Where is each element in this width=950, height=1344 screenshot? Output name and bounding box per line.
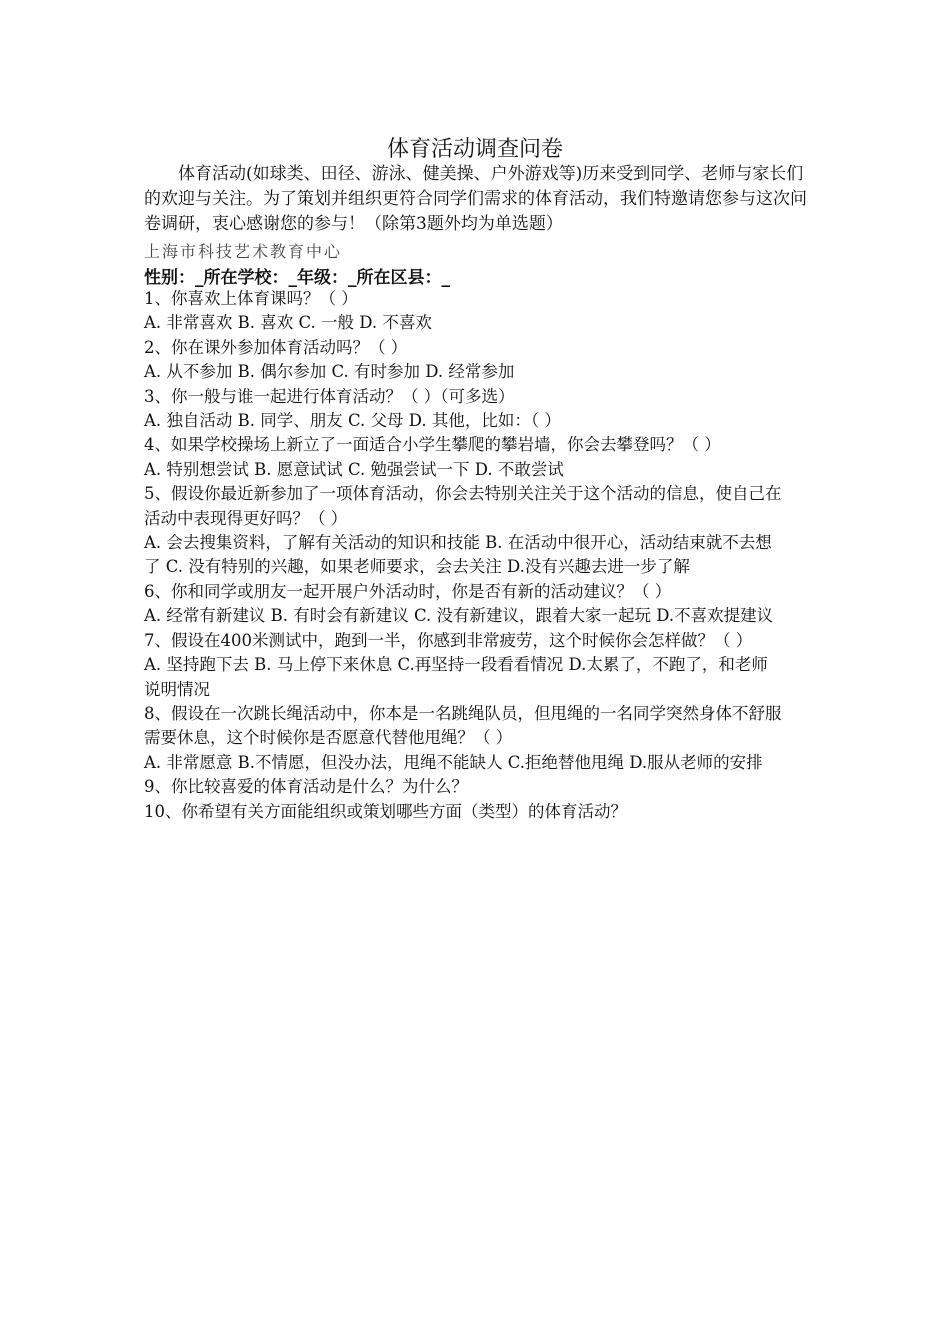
organization-name: 上海市科技艺术教育中心 — [144, 242, 343, 261]
question-list — [144, 287, 784, 824]
answer-options-4: A. 特别想尝试 B. 愿意试试 C. 勉强尝试一下 D. 不敢尝试 — [144, 459, 564, 479]
question-7: 7、假设在400米测试中，跑到一半，你感到非常疲劳，这个时候你会怎样做？（ ） — [144, 630, 753, 650]
question-8: 8、假设在一次跳长绳活动中，你本是一名跳绳队员，但甩绳的一名同学突然身体不舒服需要休息，这个时候你是否愿意代替他甩绳？（ ） — [144, 703, 782, 748]
question-10: 10、你希望有关方面能组织或策划哪些方面（类型）的体育活动？ — [144, 801, 627, 821]
info-fields-line: 性别：_所在学校：_年级：_所在区县：_ — [144, 268, 450, 288]
page-title: 体育活动调查问卷 — [386, 137, 563, 162]
question-2: 2、你在课外参加体育活动吗？（ ） — [144, 337, 408, 357]
answer-options-7: A. 坚持跑下去 B. 马上停下来休息 C.再坚持一段看看情况 D.太累了，不跑了，和老师说明情况 — [144, 655, 768, 699]
question-5: 5、假设你最近新参加了一项体育活动，你会去特别关注关于这个活动的信息，使自己在活动中表现得更好吗？（ ） — [144, 484, 782, 528]
answer-options-2: A. 从不参加 B. 偶尔参加 C. 有时参加 D. 经常参加 — [144, 362, 515, 382]
question-3: 3、你一般与谁一起进行体育活动？（ ）（可多选） — [144, 386, 515, 406]
answer-options-8: A. 非常愿意 B.不情愿，但没办法，甩绳不能缺人 C.拒绝替他甩绳 D.服从老师的安排 — [144, 752, 763, 772]
intro-paragraph: 体育活动(如球类、田径、游泳、健美操、户外游戏等)历来受到同学、老师与家长们的欢迎与关注。为了策划并组织更符合同学们需求的体育活动，我们特邀请您参与这次问卷调研，衷心感谢您的参与！（除第3题外均为单选题） — [144, 164, 807, 234]
answer-options-5: A. 会去搜集资料，了解有关活动的知识和技能 B. 在活动中很开心，活动结束就不去想了 C. 没有特别的兴趣，如果老师要求，会去关注 D.没有兴趣去进一步了解 — [144, 533, 772, 577]
question-4: 4、如果学校操场上新立了一面适合小学生攀爬的攀岩墙，你会去攀登吗？（ ） — [144, 435, 721, 455]
question-6: 6、你和同学或朋友一起开展户外活动时，你是否有新的活动建议？（ ） — [144, 581, 672, 601]
answer-options-1: A. 非常喜欢 B. 喜欢 C. 一般 D. 不喜欢 — [144, 313, 432, 333]
question-1: 1、你喜欢上体育课吗？（ ） — [144, 289, 358, 308]
question-9: 9、你比较喜爱的体育活动是什么？为什么？ — [144, 777, 468, 797]
answer-options-3: A. 独自活动 B. 同学、朋友 C. 父母 D. 其他，比如：（ ） — [144, 411, 561, 431]
answer-options-6: A. 经常有新建议 B. 有时会有新建议 C. 没有新建议，跟着大家一起玩 D.不喜欢提建议 — [144, 606, 774, 626]
